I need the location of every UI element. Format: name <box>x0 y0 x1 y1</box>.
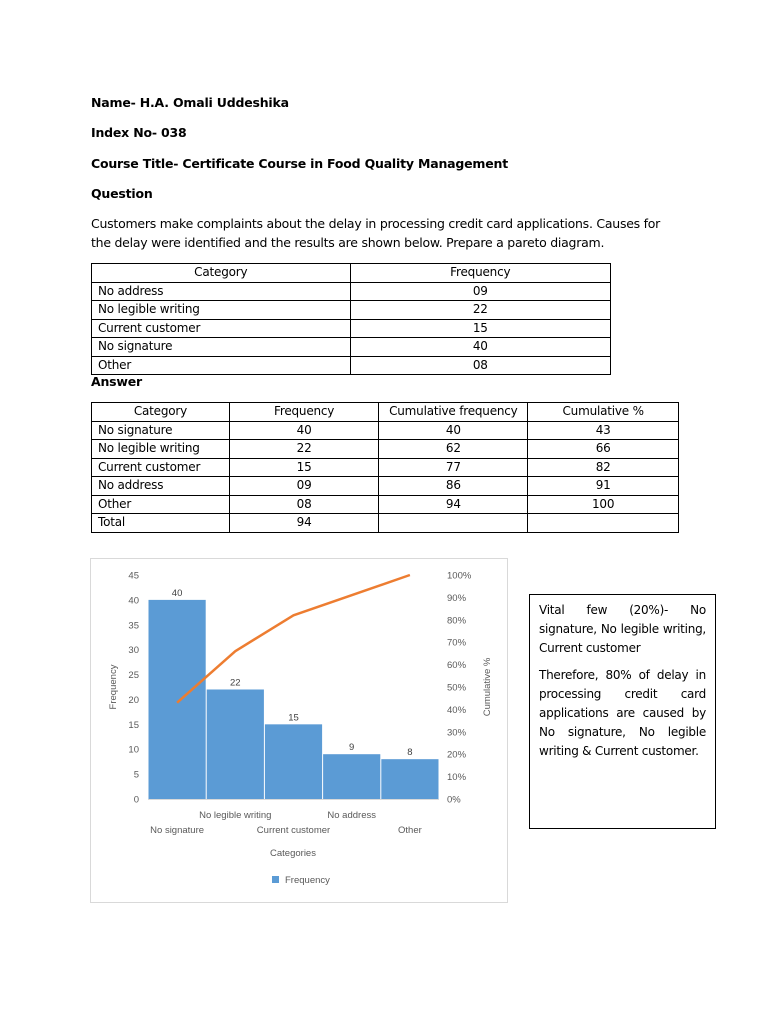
table-cell: 91 <box>528 477 679 496</box>
column-header: Cumulative % <box>528 403 679 422</box>
table-cell: No address <box>92 477 230 496</box>
table-cell: 15 <box>350 319 610 338</box>
table-cell: Other <box>92 495 230 514</box>
legend-swatch <box>272 876 279 883</box>
y-axis-title: Frequency <box>108 664 119 710</box>
y2-tick-label: 80% <box>447 615 467 627</box>
table-cell: 100 <box>528 495 679 514</box>
table-cell: 43 <box>528 421 679 440</box>
x-tick-label: No signature <box>150 825 205 836</box>
x-tick-label: Current customer <box>256 825 331 836</box>
table-cell: 86 <box>379 477 528 496</box>
table-cell: 22 <box>229 440 379 459</box>
table-cell: 40 <box>229 421 379 440</box>
table-cell: No address <box>92 282 351 301</box>
bar <box>265 724 322 799</box>
data-label: 15 <box>288 712 299 724</box>
y2-tick-label: 70% <box>447 637 467 649</box>
table-cell: No signature <box>92 338 351 357</box>
column-header: Category <box>92 264 351 283</box>
table-row <box>92 421 679 440</box>
table-header-row <box>92 264 611 283</box>
table-row <box>92 282 611 301</box>
y-tick-label: 30 <box>128 645 139 657</box>
table-cell: 40 <box>350 338 610 357</box>
bar <box>381 759 438 799</box>
y-tick-label: 5 <box>133 769 139 781</box>
index-number: Index No- 038 <box>91 125 187 140</box>
column-header: Cumulative frequency <box>379 403 528 422</box>
table-row <box>92 356 611 375</box>
x-tick-label: No legible writing <box>199 810 272 821</box>
table-cell: 66 <box>528 440 679 459</box>
y-tick-label: 10 <box>128 744 139 756</box>
table-cell: 09 <box>350 282 610 301</box>
y2-tick-label: 40% <box>447 704 467 716</box>
cumulative-line <box>177 575 410 703</box>
student-name: Name- H.A. Omali Uddeshika <box>91 95 289 110</box>
table-row <box>92 338 611 357</box>
column-header: Frequency <box>350 264 610 283</box>
table-row <box>92 440 679 459</box>
x-tick-label: Other <box>398 825 422 836</box>
data-label: 40 <box>171 587 183 599</box>
y-tick-label: 35 <box>128 620 139 632</box>
data-label: 9 <box>349 742 355 754</box>
y2-tick-label: 20% <box>447 749 467 761</box>
table-cell: 62 <box>379 440 528 459</box>
table-row <box>92 319 611 338</box>
table-cell: 77 <box>379 458 528 477</box>
table-row <box>92 495 679 514</box>
bar <box>149 600 206 799</box>
table-cell: 08 <box>350 356 610 375</box>
y-tick-label: 15 <box>128 719 139 731</box>
y-tick-label: 25 <box>128 670 139 682</box>
x-tick-label: No address <box>327 810 376 821</box>
x-axis-title: Categories <box>270 848 316 859</box>
legend-label: Frequency <box>285 875 330 886</box>
vital-few-text: Vital few (20%)- No signature, No legible writing, Current customer <box>539 603 706 655</box>
question-text: Customers make complaints about the delay in processing credit card applications. Causes for the delay were identified and the results are shown below. Prepare a pareto diagram. <box>91 216 661 250</box>
y2-tick-label: 60% <box>447 660 467 672</box>
y2-axis-title: Cumulative % <box>482 657 493 717</box>
bar <box>323 754 380 799</box>
y2-tick-label: 50% <box>447 682 467 694</box>
y2-tick-label: 100% <box>447 570 472 582</box>
y2-tick-label: 90% <box>447 592 467 604</box>
table-cell: Other <box>92 356 351 375</box>
table-cell: Current customer <box>92 319 351 338</box>
table-cell: 40 <box>379 421 528 440</box>
y-tick-label: 20 <box>128 694 139 706</box>
y-tick-label: 40 <box>128 595 139 607</box>
table-cell: Current customer <box>92 458 230 477</box>
table-cell: 82 <box>528 458 679 477</box>
table-cell: Total <box>92 514 230 533</box>
conclusion-text: Therefore, 80% of delay in processing credit card applications are caused by No signature, No legible writing & Current customer. <box>539 668 706 758</box>
table-cell: No legible writing <box>92 301 351 320</box>
y2-tick-label: 30% <box>447 727 467 739</box>
data-label: 8 <box>407 747 413 759</box>
bar <box>207 689 264 799</box>
y-tick-label: 0 <box>133 794 139 806</box>
pareto-chart <box>90 558 508 903</box>
conclusion-box <box>529 594 716 829</box>
answer-table <box>91 402 679 533</box>
course-title: Course Title- Certificate Course in Food Quality Management <box>91 156 508 171</box>
table-row <box>92 301 611 320</box>
table-cell: No legible writing <box>92 440 230 459</box>
table-cell: 94 <box>379 495 528 514</box>
answer-heading: Answer <box>91 374 143 389</box>
data-label: 22 <box>230 677 241 689</box>
column-header: Frequency <box>229 403 379 422</box>
table-header-row <box>92 403 679 422</box>
table-cell <box>379 514 528 533</box>
table-cell: 08 <box>229 495 379 514</box>
table-row <box>92 477 679 496</box>
table-cell: No signature <box>92 421 230 440</box>
y2-tick-label: 0% <box>447 794 461 806</box>
y-tick-label: 45 <box>128 570 139 582</box>
question-table <box>91 263 611 375</box>
table-cell: 22 <box>350 301 610 320</box>
pareto-chart-svg <box>91 559 509 904</box>
y2-tick-label: 10% <box>447 772 467 784</box>
table-cell: 15 <box>229 458 379 477</box>
table-row <box>92 458 679 477</box>
table-row <box>92 514 679 533</box>
table-cell: 94 <box>229 514 379 533</box>
question-heading: Question <box>91 186 153 201</box>
table-cell: 09 <box>229 477 379 496</box>
column-header: Category <box>92 403 230 422</box>
table-cell <box>528 514 679 533</box>
